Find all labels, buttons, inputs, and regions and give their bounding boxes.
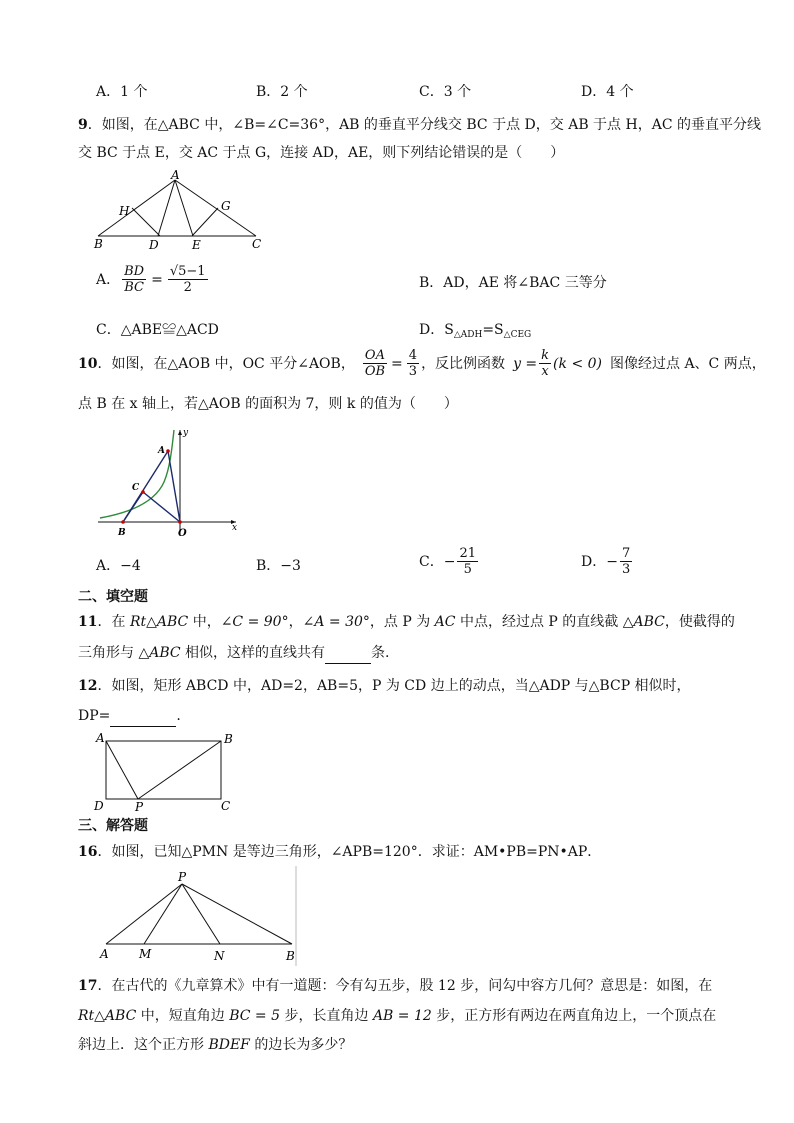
frac-den: 3 bbox=[408, 364, 418, 379]
q10-option-c-prefix: C．− bbox=[419, 553, 456, 570]
q17-math: AB = 12 bbox=[372, 1008, 432, 1024]
point-c bbox=[141, 490, 145, 494]
q8-option-b: B．2 个 bbox=[256, 84, 308, 100]
q10-option-d-frac bbox=[620, 546, 632, 577]
q10-option-c bbox=[419, 546, 480, 577]
q9-label-g: G bbox=[221, 199, 231, 213]
equals: = bbox=[391, 355, 403, 372]
q12-text: ．如图，矩形 ABCD 中，AD=2，AB=5，P 为 CD 边上的动点，当△ADP 与△BCP 相似时， bbox=[97, 678, 691, 694]
q17-number: 17 bbox=[78, 978, 98, 994]
q9-label-d: D bbox=[149, 238, 159, 252]
q9-option-d-mid: =S bbox=[482, 322, 504, 338]
q9-option-c: C．△ABE≌△ACD bbox=[96, 322, 219, 338]
q12-label-c: C bbox=[221, 799, 231, 813]
frac-den: 2 bbox=[183, 280, 192, 295]
q16-label-p: P bbox=[178, 870, 187, 884]
point-a bbox=[166, 449, 170, 453]
frac-den: 5 bbox=[463, 562, 472, 577]
q17-text: 斜边上．这个正方形 bbox=[78, 1037, 209, 1053]
q8-option-d: D．4 个 bbox=[581, 84, 634, 100]
q12-text: DP= bbox=[78, 708, 111, 724]
q10-option-d-prefix: D．− bbox=[581, 553, 618, 570]
q10-label-y: y bbox=[183, 428, 189, 438]
q10-text1: ．如图，在△AOB 中，OC 平分∠AOB， bbox=[97, 355, 355, 372]
q8-option-c: C．3 个 bbox=[419, 84, 472, 100]
q17-math: BDEF bbox=[208, 1037, 250, 1053]
q9-label-c: C bbox=[252, 237, 262, 251]
frac-num: √5−1 bbox=[169, 264, 206, 279]
q11-math: Rt△ABC bbox=[129, 614, 189, 630]
frac-den: 3 bbox=[621, 562, 631, 577]
q9-option-d-prefix: D．S bbox=[419, 322, 454, 338]
q12-line1 bbox=[78, 676, 691, 696]
q11-text: ，点 P 为 bbox=[369, 614, 435, 630]
frac-num: 7 bbox=[621, 546, 631, 561]
q11-number: 11 bbox=[78, 614, 98, 630]
point-o bbox=[178, 520, 182, 524]
q10-figure bbox=[94, 424, 244, 540]
q10-option-a: A．−4 bbox=[96, 558, 141, 574]
q9-label-b: B bbox=[94, 237, 103, 251]
q10-text3: 图像经过点 A、C 两点， bbox=[610, 355, 766, 372]
q12-answer-blank bbox=[110, 706, 176, 727]
q9-option-a-frac1 bbox=[122, 264, 146, 295]
q9-label-e: E bbox=[192, 238, 201, 252]
equals: = bbox=[151, 271, 163, 288]
q17-text: 的边长为多少？ bbox=[249, 1037, 353, 1053]
frac-num: BD bbox=[124, 264, 145, 279]
q16-label-m: M bbox=[139, 947, 152, 961]
q17-line3 bbox=[78, 1035, 352, 1055]
q11-math: ∠C = 90° bbox=[220, 614, 289, 630]
q11-math: △ABC bbox=[622, 614, 665, 630]
q9-line1 bbox=[78, 115, 761, 135]
q9-figure bbox=[88, 168, 274, 252]
section-solve-title: 三、解答题 bbox=[78, 818, 148, 834]
q17-math: BC = 5 bbox=[229, 1008, 281, 1024]
frac-den: BC bbox=[124, 280, 144, 295]
q9-option-a-prefix: A． bbox=[96, 271, 121, 288]
q11-line2 bbox=[78, 643, 390, 664]
q12-label-d: D bbox=[94, 799, 104, 813]
q17-line2 bbox=[78, 1006, 716, 1026]
q10-label-o: O bbox=[178, 528, 187, 539]
q10-label-x: x bbox=[232, 523, 238, 533]
q12-number: 12 bbox=[78, 678, 98, 694]
func-y: y = bbox=[513, 355, 538, 372]
point-b bbox=[121, 520, 125, 524]
q10-label-b: B bbox=[118, 528, 126, 538]
q17-line1 bbox=[78, 976, 712, 996]
q11-text: 中点，经过点 P 的直线截 bbox=[455, 614, 623, 630]
q11-text: 条. bbox=[371, 645, 390, 661]
q12-line2: DP= . bbox=[78, 706, 181, 727]
q11-line1 bbox=[78, 612, 735, 632]
q16-number: 16 bbox=[78, 844, 98, 860]
func-cond: (k < 0) bbox=[553, 355, 602, 372]
q16-text: ．如图，已知△PMN 是等边三角形，∠APB=120°．求证：AM•PB=PN•AP． bbox=[97, 844, 602, 860]
q12-figure bbox=[90, 728, 240, 814]
q11-text: ， bbox=[288, 614, 303, 630]
q9-option-d bbox=[419, 320, 531, 345]
q10-option-c-frac bbox=[457, 546, 478, 577]
q17-text: 步，长直角边 bbox=[280, 1008, 373, 1024]
frac-den: OB bbox=[364, 364, 386, 379]
q10-text2: ，反比例函数 bbox=[421, 355, 506, 372]
frac-num: 4 bbox=[408, 348, 418, 363]
q10-number: 10 bbox=[78, 355, 98, 372]
q9-label-h: H bbox=[119, 204, 130, 218]
q17-math: Rt△ABC bbox=[78, 1008, 137, 1024]
q10-line2: 点 B 在 x 轴上，若△AOB 的面积为 7，则 k 的值为（ ） bbox=[78, 396, 458, 412]
subscript: △ADH bbox=[453, 330, 483, 340]
q16-label-a: A bbox=[100, 947, 109, 961]
q11-text: 中， bbox=[188, 614, 221, 630]
q10-frac-oa-ob bbox=[363, 348, 387, 379]
q9-text1: ．如图，在△ABC 中，∠B=∠C=36°，AB 的垂直平分线交 BC 于点 D，交 AB 于点 H，AC 的垂直平分线 bbox=[87, 117, 761, 133]
q10-frac-4-3 bbox=[407, 348, 419, 379]
q8-option-a: A．1 个 bbox=[96, 84, 148, 100]
q11-text: 三角形与 bbox=[78, 645, 139, 661]
q17-text: ．在古代的《九章算术》中有一道题：今有勾五步，股 12 步，问勾中容方几何？意思是：如图，在 bbox=[97, 978, 713, 994]
q10-option-d bbox=[581, 546, 634, 577]
q12-label-p: P bbox=[135, 800, 144, 814]
q10-option-b: B．−3 bbox=[256, 558, 301, 574]
q17-text: 中，短直角边 bbox=[136, 1008, 230, 1024]
q9-number: 9 bbox=[78, 117, 88, 133]
section-fill-in-title: 二、填空题 bbox=[78, 589, 148, 605]
q11-text: ．在 bbox=[97, 614, 130, 630]
q10-label-c: C bbox=[132, 483, 140, 493]
q16-label-n: N bbox=[214, 949, 225, 963]
frac-den: x bbox=[541, 364, 549, 379]
subscript: △CEG bbox=[503, 330, 532, 340]
q11-math: AC bbox=[434, 614, 456, 630]
q16-figure bbox=[96, 866, 300, 968]
q11-math: ∠A = 30° bbox=[302, 614, 370, 630]
q17-text: 步，正方形有两边在两直角边上，一个顶点在 bbox=[431, 1008, 717, 1024]
q11-answer-blank bbox=[325, 643, 371, 664]
q9-option-a-frac2 bbox=[168, 264, 208, 295]
frac-num: OA bbox=[364, 348, 385, 363]
q16-label-b: B bbox=[286, 949, 295, 963]
q9-label-a: A bbox=[171, 168, 180, 182]
q11-text: ，使截得的 bbox=[664, 614, 735, 630]
q10-line1 bbox=[78, 348, 766, 379]
q9-line2: 交 BC 于点 E，交 AC 于点 G，连接 AD，AE，则下列结论错误的是（ ） bbox=[78, 145, 565, 161]
q16-line1 bbox=[78, 842, 601, 862]
q10-frac-k-x bbox=[539, 348, 551, 379]
frac-num: k bbox=[541, 348, 550, 363]
q9-option-a bbox=[96, 264, 210, 295]
frac-num: 21 bbox=[459, 546, 476, 561]
q11-math: △ABC bbox=[138, 645, 181, 661]
q9-option-b: B．AD，AE 将∠BAC 三等分 bbox=[419, 275, 607, 291]
q12-label-a: A bbox=[96, 731, 105, 745]
q11-text: 相似，这样的直线共有 bbox=[180, 645, 326, 661]
q10-label-a: A bbox=[158, 446, 165, 456]
q12-label-b: B bbox=[224, 732, 233, 746]
